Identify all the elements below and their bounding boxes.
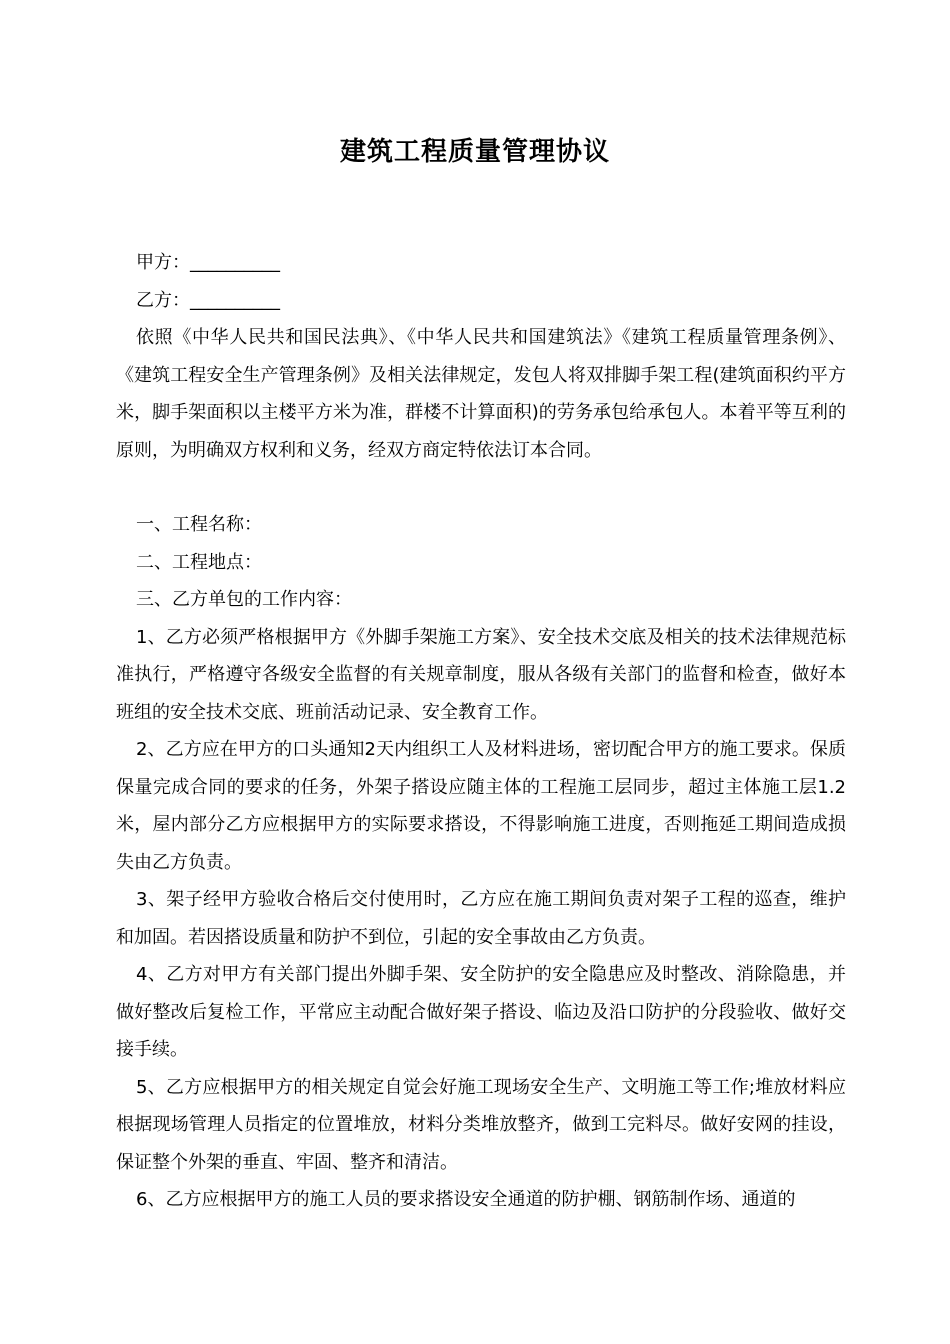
clause-3: 3、架子经甲方验收合格后交付使用时，乙方应在施工期间负责对架子工程的巡查，维护和加固。若因搭设质量和防护不到位，引起的安全事故由乙方负责。 bbox=[116, 889, 846, 948]
clause-4: 4、乙方对甲方有关部门提出外脚手架、安全防护的安全隐患应及时整改、消除隐患，并做好整改后复检工作，平常应主动配合做好架子搭设、临边及沿口防护的分段验收、做好交接手续。 bbox=[116, 964, 846, 1060]
section-project-name: 一、工程名称： bbox=[136, 514, 262, 535]
document-body bbox=[116, 244, 846, 1219]
section-project-location: 二、工程地点： bbox=[136, 551, 262, 573]
clause-1: 1、乙方必须严格根据甲方《外脚手架施工方案》、安全技术交底及相关的技术法律规范标准执行，严格遵守各级安全监督的有关规章制度，服从各级有关部门的监督和检查，做好本班组的安全技术交底、班前活动记录、安全教育工作。 bbox=[116, 626, 846, 723]
document-title: 建筑工程质量管理协议 bbox=[339, 137, 610, 167]
party-b-line: 乙方：__________ bbox=[136, 289, 280, 311]
clause-6: 6、乙方应根据甲方的施工人员的要求搭设安全通道的防护棚、钢筋制作场、通道的 bbox=[136, 1189, 796, 1210]
preamble-paragraph: 依照《中华人民共和国民法典》、《中华人民共和国建筑法》《建筑工程质量管理条例》、《建筑工程安全生产管理条例》及相关法律规定，发包人将双排脚手架工程(建筑面积约平方米，脚手架面积以主楼平方米为准，群楼不计算面积)的劳务承包给承包人。本着平等互利的原则，为明确双方权利和义务，经双方商定特依法订本合同。 bbox=[116, 327, 846, 461]
party-a-line: 甲方：__________ bbox=[136, 252, 280, 273]
clause-2: 2、乙方应在甲方的口头通知2天内组织工人及材料进场，密切配合甲方的施工要求。保质保量完成合同的要求的任务，外架子搭设应随主体的工程施工层同步，超过主体施工层1.2米，屋内部分乙方应根据甲方的实际要求搭设，不得影响施工进度，否则拖延工期间造成损失由乙方负责。 bbox=[116, 739, 846, 873]
clause-5: 5、乙方应根据甲方的相关规定自觉会好施工现场安全生产、文明施工等工作;堆放材料应根据现场管理人员指定的位置堆放，材料分类堆放整齐，做到工完料尽。做好安网的挂设，保证整个外架的垂直、牢固、整齐和清洁。 bbox=[116, 1076, 846, 1173]
section-work-scope: 三、乙方单包的工作内容： bbox=[136, 589, 352, 610]
